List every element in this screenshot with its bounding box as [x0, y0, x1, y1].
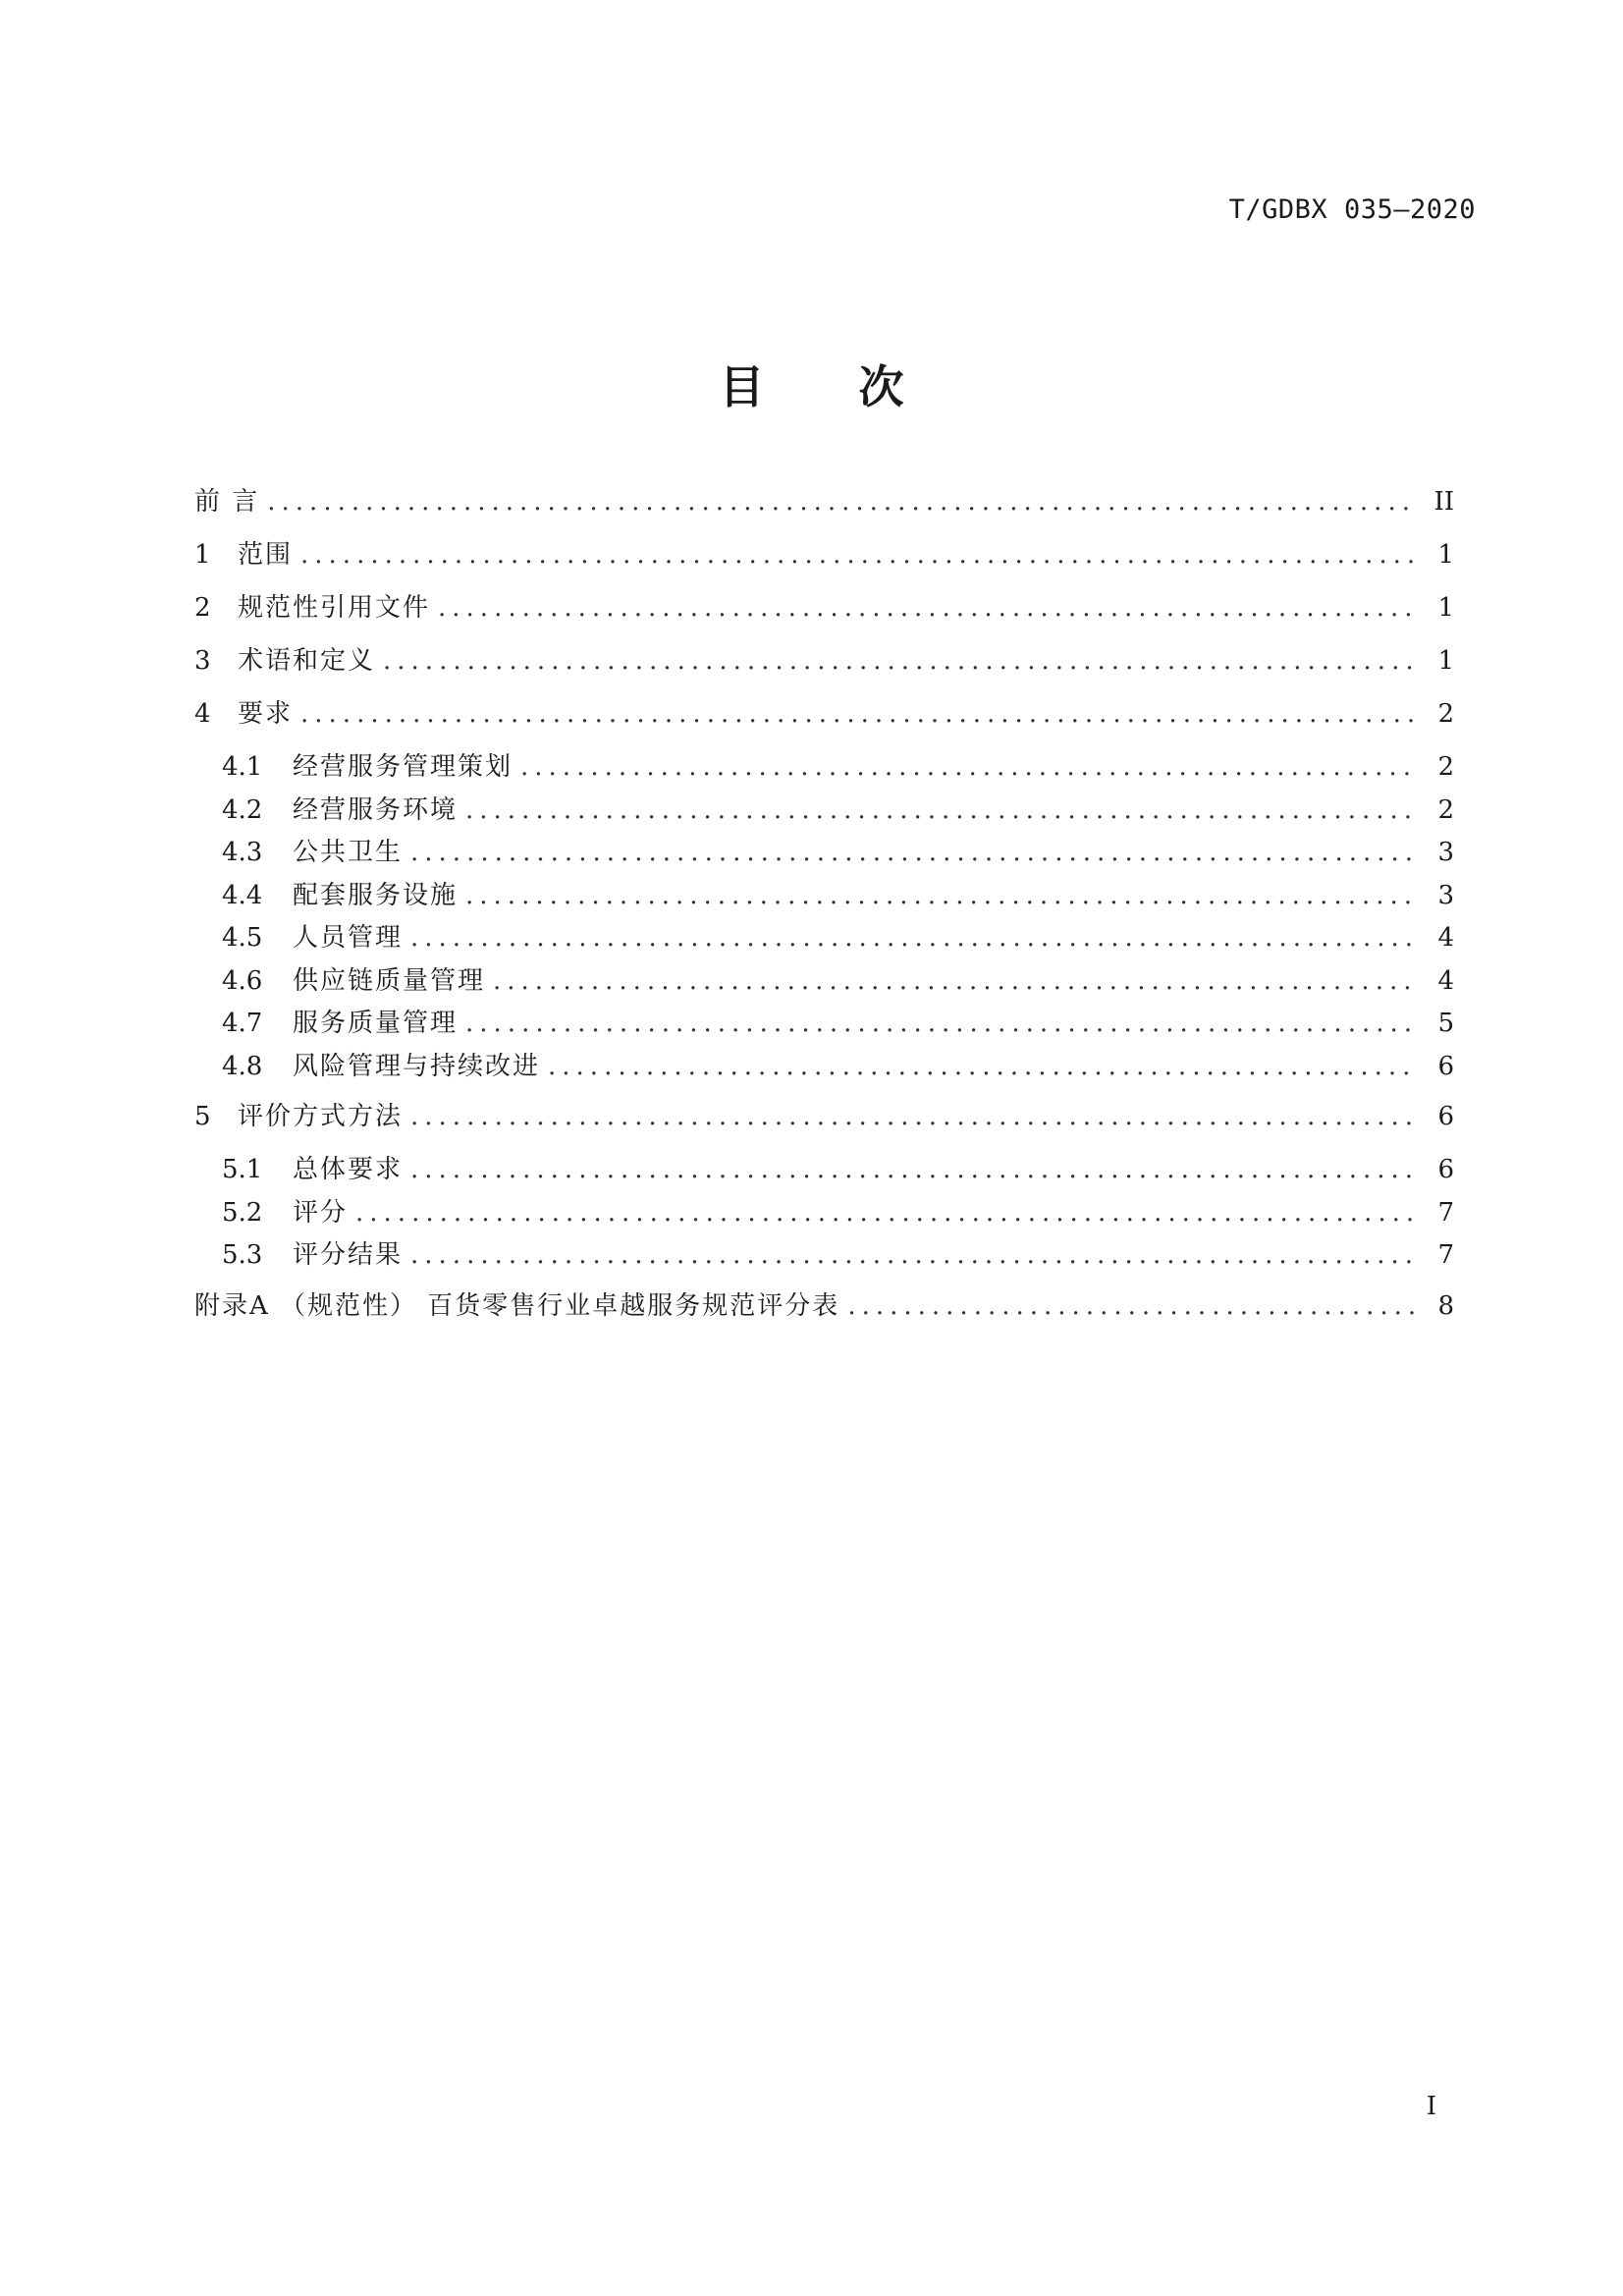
toc-label: 服务质量管理: [293, 1009, 459, 1038]
toc-number: 5.3: [222, 1240, 263, 1270]
toc-number: 5: [194, 1102, 211, 1131]
toc-leader-dots: [493, 966, 1417, 996]
toc-page-number: 7: [1437, 1240, 1454, 1270]
toc-entry-1[interactable]: [194, 534, 1454, 587]
toc-leader-dots: [410, 1155, 1417, 1184]
toc-label: 总体要求: [293, 1155, 404, 1184]
toc-leader-dots: [520, 752, 1417, 782]
toc-number: 4.2: [222, 794, 263, 825]
toc-label: 规范性引用文件: [238, 593, 431, 623]
toc-leader-dots: [410, 1102, 1417, 1131]
toc-page-number: 4: [1437, 965, 1454, 996]
toc-label: 要求: [238, 699, 294, 729]
toc-entry-4-6[interactable]: [194, 960, 1454, 1004]
toc-page-number: 1: [1437, 646, 1454, 676]
toc-page-number: 1: [1437, 540, 1454, 570]
toc-leader-dots: [300, 699, 1417, 729]
toc-number: 4.1: [222, 752, 263, 782]
toc-label: 公共卫生: [293, 838, 404, 867]
toc-number: 4.8: [222, 1051, 263, 1081]
toc-entry-4[interactable]: [194, 693, 1454, 746]
toc-number: 4.3: [222, 838, 263, 867]
toc-number: 5.2: [222, 1197, 263, 1228]
toc-page-number: 3: [1437, 880, 1454, 910]
toc-label: 附录A （规范性） 百货零售行业卓越服务规范评分表: [194, 1290, 840, 1321]
toc-label: 评分结果: [293, 1240, 404, 1270]
toc-page-number: 3: [1437, 838, 1454, 867]
toc-leader-dots: [410, 838, 1417, 867]
page-number: I: [1426, 2092, 1436, 2121]
toc-number: 3: [194, 646, 211, 676]
toc-entry-5-3[interactable]: [194, 1234, 1454, 1278]
toc-leader-dots: [438, 593, 1417, 623]
toc-leader-dots: [847, 1291, 1417, 1321]
toc-label: 前 言: [194, 487, 260, 517]
toc-entry-4-5[interactable]: [194, 917, 1454, 960]
table-of-contents: [194, 481, 1454, 1339]
toc-leader-dots: [355, 1198, 1417, 1228]
toc-leader-dots: [465, 795, 1417, 825]
toc-entry-5[interactable]: [194, 1096, 1454, 1149]
toc-label: 范围: [238, 540, 294, 570]
toc-entry-foreword[interactable]: [194, 481, 1454, 534]
toc-page-number: 8: [1437, 1290, 1454, 1321]
toc-entry-3[interactable]: [194, 640, 1454, 693]
toc-entry-4-7[interactable]: [194, 1003, 1454, 1046]
toc-number: 4.7: [222, 1009, 263, 1038]
toc-label: 配套服务设施: [293, 880, 459, 910]
toc-entry-4-8[interactable]: [194, 1046, 1454, 1089]
toc-page-number: 6: [1437, 1155, 1454, 1184]
toc-entry-4-4[interactable]: [194, 875, 1454, 918]
toc-label: 人员管理: [293, 923, 404, 953]
toc-entry-4-2[interactable]: [194, 790, 1454, 833]
toc-page-number: 5: [1437, 1009, 1454, 1038]
toc-number: 4: [194, 699, 211, 729]
toc-label: 经营服务管理策划: [293, 752, 514, 782]
toc-number: 2: [194, 593, 211, 623]
toc-label: 供应链质量管理: [293, 965, 486, 996]
toc-page-number: 6: [1437, 1051, 1454, 1081]
toc-label: 评价方式方法: [238, 1102, 404, 1131]
toc-page-number: 2: [1437, 752, 1454, 782]
toc-page-number: 7: [1437, 1197, 1454, 1228]
toc-entry-appendix-a[interactable]: [194, 1285, 1454, 1339]
toc-entry-4-3[interactable]: [194, 832, 1454, 875]
toc-entry-4-1[interactable]: [194, 746, 1454, 790]
toc-number: 4.5: [222, 923, 263, 953]
toc-number: 4.6: [222, 965, 263, 996]
toc-leader-dots: [267, 487, 1417, 517]
toc-leader-dots: [300, 540, 1417, 570]
toc-leader-dots: [465, 1009, 1417, 1038]
toc-leader-dots: [465, 881, 1417, 910]
toc-entry-5-1[interactable]: [194, 1149, 1454, 1192]
toc-page-number: 6: [1437, 1102, 1454, 1131]
toc-page-number: 4: [1437, 923, 1454, 953]
toc-label: 风险管理与持续改进: [293, 1051, 541, 1081]
toc-page-number: 2: [1437, 794, 1454, 825]
toc-label: 经营服务环境: [293, 794, 459, 825]
toc-page-number: 1: [1437, 593, 1454, 623]
toc-number: 1: [194, 540, 211, 570]
toc-number: 5.1: [222, 1155, 263, 1184]
toc-leader-dots: [548, 1052, 1417, 1081]
toc-label: 评分: [293, 1197, 349, 1228]
toc-leader-dots: [383, 646, 1417, 676]
toc-leader-dots: [410, 1240, 1417, 1270]
document-code: T/GDBX 035—2020: [1228, 194, 1476, 225]
toc-entry-2[interactable]: [194, 587, 1454, 640]
toc-label: 术语和定义: [238, 646, 376, 676]
toc-entry-5-2[interactable]: [194, 1192, 1454, 1235]
toc-leader-dots: [410, 923, 1417, 953]
page-title: 目 次: [719, 360, 944, 413]
toc-page-number: 2: [1437, 699, 1454, 729]
toc-number: 4.4: [222, 880, 263, 910]
toc-page-number: II: [1434, 487, 1454, 517]
